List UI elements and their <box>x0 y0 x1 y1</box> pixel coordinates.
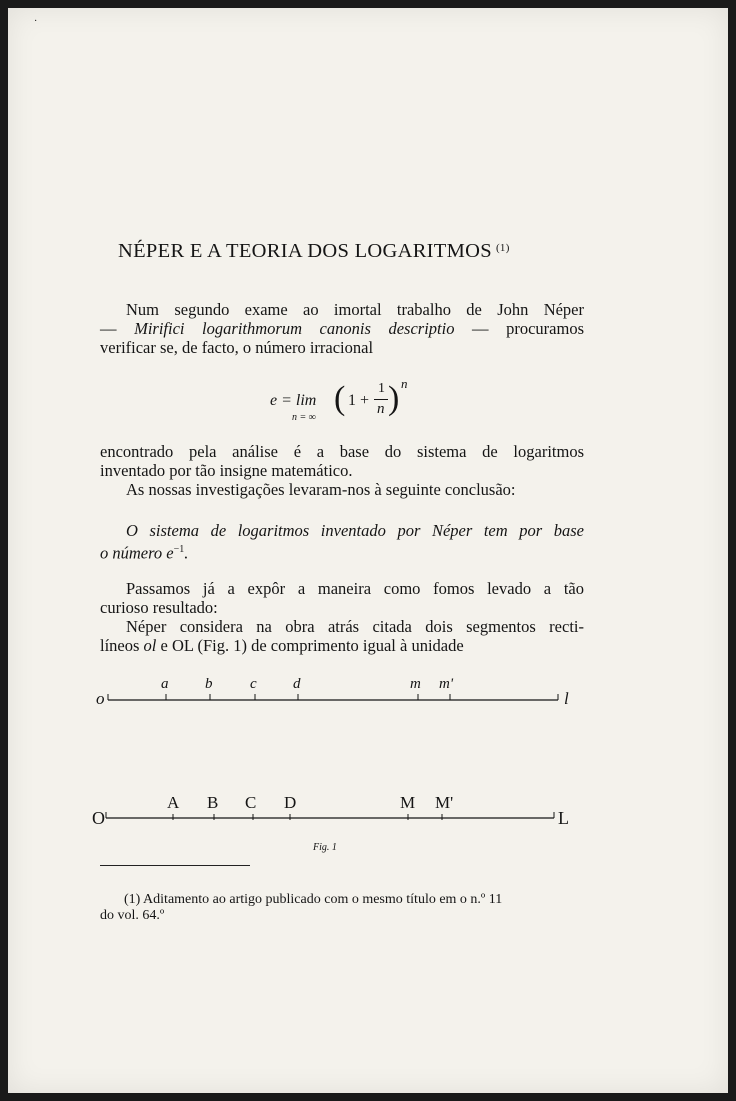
formula-paren-close: ) <box>388 380 400 417</box>
formula-paren-open: ( <box>334 380 346 417</box>
lower-point-D: D <box>284 793 297 812</box>
text-fragment: — procuramos <box>454 319 584 338</box>
text-fragment: líneos <box>100 636 144 655</box>
period: . <box>184 543 189 563</box>
formula-exponent: n <box>401 376 408 391</box>
text-line: O sistema de logaritmos inventado por Néper tem por base <box>126 521 584 540</box>
paragraph-conclusion <box>100 521 584 563</box>
lower-point-C: C <box>245 793 257 812</box>
footnote-rule <box>100 865 250 866</box>
upper-end-label: l <box>564 689 569 708</box>
text-fragment: e OL (Fig. 1) de comprimento igual à unidade <box>156 636 464 655</box>
paragraph-base <box>100 442 584 499</box>
text-line <box>100 319 584 338</box>
text-line: verificar se, de facto, o número irracional <box>100 338 374 357</box>
text-fragment: o número e <box>100 543 174 563</box>
footnote-line: do vol. 64.º <box>100 908 165 923</box>
formula-fraction-bar <box>374 399 388 400</box>
formula-lhs: e = lim <box>270 392 317 409</box>
page <box>8 8 728 1093</box>
paragraph-intro <box>100 300 584 357</box>
footnote-line: (1) Aditamento ao artigo publicado com o mesmo título em o n.º 11 <box>124 892 503 907</box>
dash: — <box>100 319 135 338</box>
upper-point-d: d <box>293 676 301 692</box>
formula-e-limit <box>270 376 470 430</box>
text-line: Néper considera na obra atrás citada dois segmentos recti- <box>126 617 584 636</box>
upper-point-a: a <box>161 676 169 692</box>
formula-limit-sub: n = ∞ <box>292 412 316 423</box>
lower-point-A: A <box>167 793 180 812</box>
text-line: inventado por tão insigne matemático. <box>100 461 353 480</box>
lower-point-M: M <box>400 793 416 812</box>
lower-end-label: L <box>558 808 569 828</box>
paragraph-method <box>100 579 584 655</box>
upper-point-c: c <box>250 676 257 692</box>
text-line <box>100 540 584 563</box>
formula-denominator: n <box>377 401 385 417</box>
text-line: Num segundo exame ao imortal trabalho de John Néper <box>126 300 584 319</box>
formula-numerator: 1 <box>378 381 385 396</box>
text-line: curioso resultado: <box>100 598 218 617</box>
text-line: encontrado pela análise é a base do sistema de logaritmos <box>100 442 584 461</box>
text-line <box>100 636 584 655</box>
upper-start-label: o <box>96 689 105 708</box>
title-text: NÉPER E A TEORIA DOS LOGARITMOS <box>118 240 492 262</box>
lower-point-M-prime: M' <box>435 793 454 812</box>
upper-point-m: m <box>410 676 421 692</box>
text-line: Passamos já a expôr a maneira como fomos levado a tão <box>126 579 584 598</box>
segment-ol: ol <box>143 636 157 655</box>
exponent: −1 <box>173 544 185 555</box>
figure-caption: Fig. 1 <box>313 842 337 853</box>
title-footnote-ref[interactable]: (1) <box>495 242 510 254</box>
page-mark: · <box>34 16 38 27</box>
footnote <box>100 892 580 924</box>
page-title <box>118 240 638 263</box>
formula-one-plus: 1 + <box>348 392 370 409</box>
upper-point-m-prime: m' <box>439 676 454 692</box>
upper-point-b: b <box>205 676 213 692</box>
lower-start-label: O <box>92 808 105 828</box>
lower-point-B: B <box>207 793 219 812</box>
text-line: As nossas investigações levaram-nos à seguinte conclusão: <box>126 480 516 499</box>
book-title: Mirifici logarithmorum canonis descriptio <box>134 319 455 338</box>
